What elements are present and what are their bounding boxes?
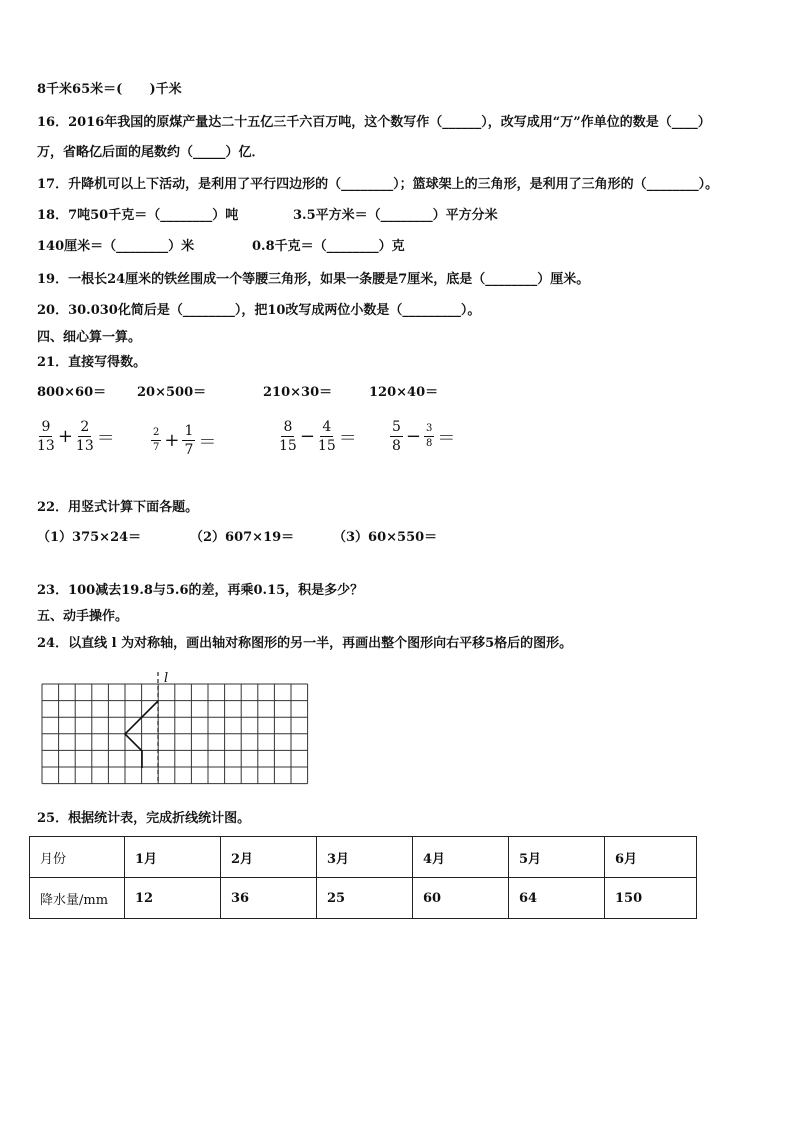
numerator: 2 (80, 419, 90, 435)
q16-line2: 万，省略亿后面的尾数约（_____）亿． (37, 145, 265, 160)
table-cell: 5月 (509, 837, 605, 878)
table-cell: 3月 (317, 837, 413, 878)
table-cell: 4月 (413, 837, 509, 878)
q18-c: 140厘米＝（________）米 (37, 239, 195, 254)
q21-calc-3: 210×30＝ (263, 385, 333, 400)
denominator: 15 (317, 438, 336, 454)
denominator: 13 (75, 438, 94, 454)
denominator: 8 (392, 438, 401, 454)
section4-heading: 四、细心算一算。 (37, 330, 142, 345)
q25-line: 25．根据统计表，完成折线统计图。 (37, 811, 251, 826)
table-cell: 降水量/mm (30, 878, 125, 919)
equals-sign: ＝ (437, 427, 456, 449)
operator: − (405, 426, 422, 447)
table-cell: 1月 (125, 837, 221, 878)
numerator: 4 (322, 419, 332, 435)
table-cell: 12 (125, 878, 221, 919)
table-cell: 60 (413, 878, 509, 919)
equals-sign: ＝ (96, 427, 115, 449)
denominator: 15 (279, 438, 297, 454)
q18-a: 18．7吨50千克＝（________）吨 (37, 208, 239, 223)
table-cell: 6月 (605, 837, 697, 878)
axis-label-l: l (164, 671, 169, 686)
denominator: 8 (426, 438, 433, 449)
q21-frac-3 (279, 420, 360, 453)
numerator: 9 (41, 419, 51, 435)
operator: − (299, 426, 315, 447)
symmetry-grid (36, 668, 316, 788)
numerator: 8 (283, 419, 293, 435)
equals-sign: ＝ (338, 427, 357, 449)
q21-calc-1: 800×60＝ (37, 385, 107, 400)
table-cell: 64 (509, 878, 605, 919)
q22-title: 22．用竖式计算下面各题。 (37, 500, 199, 515)
q20-line: 20．30.030化简后是（________），把10改写成两位小数是（_________）。 (37, 303, 481, 318)
table-row (30, 837, 697, 878)
table-cell: 25 (317, 878, 413, 919)
denominator: 7 (184, 442, 194, 458)
q19-line: 19．一根长24厘米的铁丝围成一个等腰三角形，如果一条腰是7厘米，底是（________）厘米。 (37, 272, 590, 287)
q21-calc-4: 120×40＝ (369, 385, 439, 400)
denominator: 13 (37, 438, 55, 454)
q17-line: 17．升降机可以上下活动，是利用了平行四边形的（________）；篮球架上的三角形，是利用了三角形的（________）。 (37, 177, 719, 192)
numerator: 1 (184, 423, 194, 439)
q21-calc-2: 20×500＝ (137, 385, 207, 400)
operator: + (164, 430, 180, 451)
numerator: 3 (424, 424, 434, 437)
q18-d: 0.8千克＝（________）克 (252, 239, 405, 254)
q21-frac-4 (390, 420, 458, 453)
numerator: 2 (151, 428, 161, 441)
q24-line: 24．以直线 l 为对称轴，画出轴对称图形的另一半，再画出整个图形向右平移5格后的图形。 (37, 636, 573, 651)
q18-b: 3.5平方米＝（________）平方分米 (293, 208, 498, 223)
q21-title: 21．直接写得数。 (37, 355, 147, 370)
table-cell: 150 (605, 878, 697, 919)
denominator: 7 (153, 442, 160, 453)
q22-item-1: （1）375×24＝ (37, 530, 142, 545)
equals-sign: ＝ (198, 431, 217, 453)
section5-heading: 五、动手操作。 (37, 609, 129, 624)
table-cell: 2月 (221, 837, 317, 878)
grid-lines (42, 684, 308, 784)
q15-line: 8千米65米＝( )千米 (37, 82, 182, 97)
q22-item-3: （3）60×550＝ (333, 530, 438, 545)
table-row (30, 878, 697, 919)
table-cell: 36 (221, 878, 317, 919)
q16-line1: 16．2016年我国的原煤产量达二十五亿三千六百万吨，这个数写作（______），改写成用“万”作单位的数是（____） (37, 115, 711, 130)
q23-line: 23．100减去19.8与5.6的差，再乘0.15，积是多少？ (37, 583, 364, 598)
q22-item-2: （2）607×19＝ (190, 530, 295, 545)
q21-frac-1 (37, 420, 118, 453)
operator: + (57, 426, 73, 447)
numerator: 5 (392, 419, 401, 435)
rainfall-table (29, 836, 697, 919)
q21-frac-2 (151, 424, 219, 457)
table-cell: 月份 (30, 837, 125, 878)
